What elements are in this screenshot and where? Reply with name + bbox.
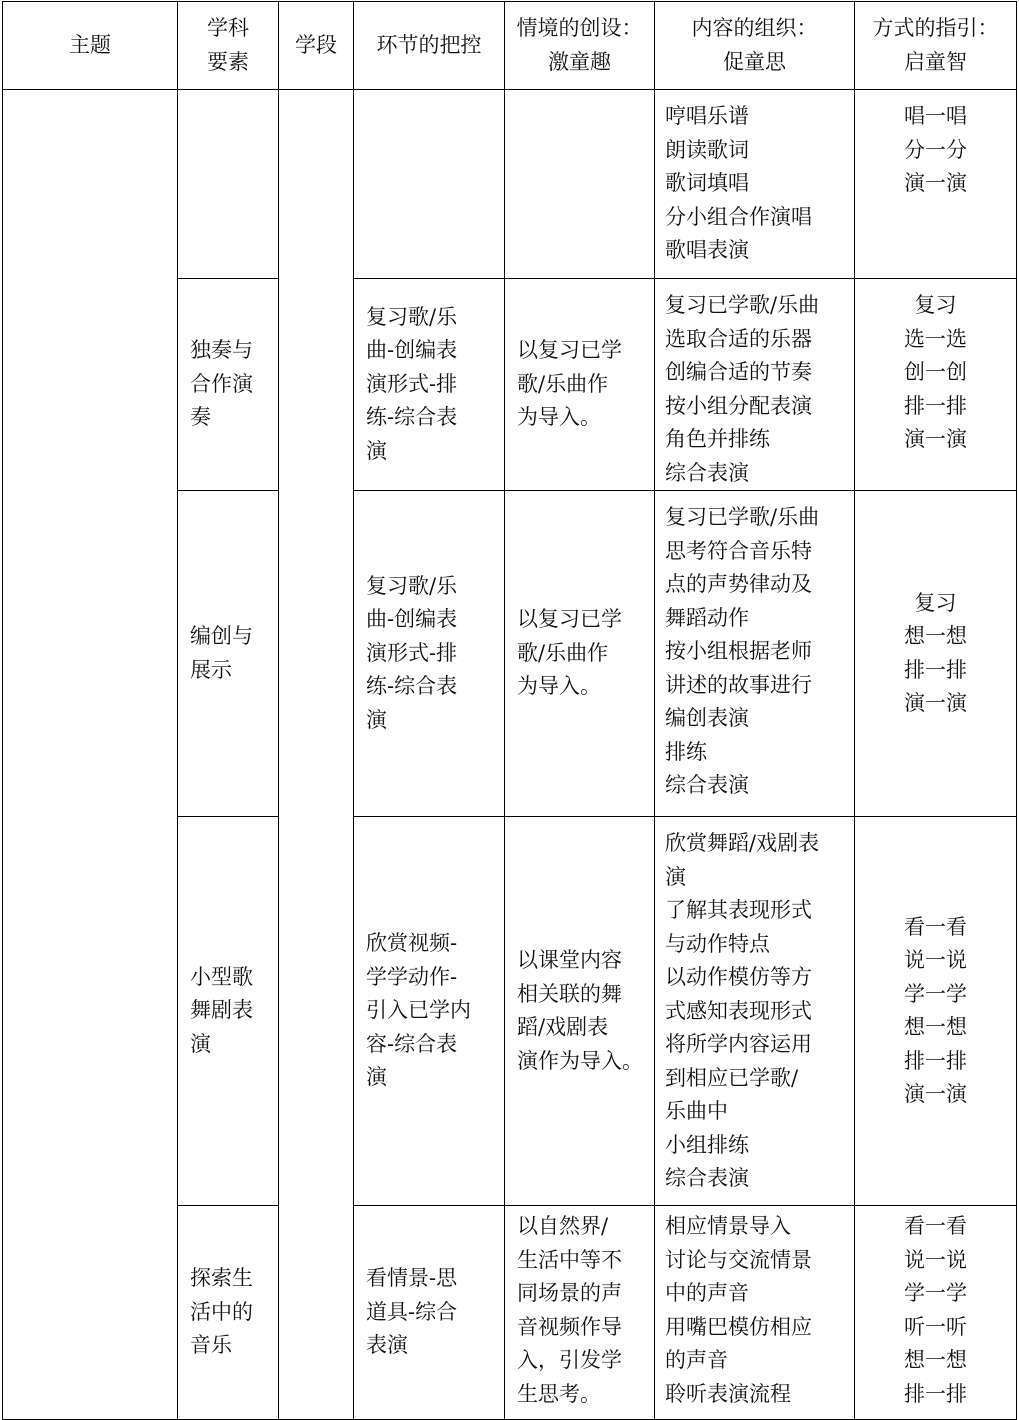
subject-element-cell: 探索生 活中的 音乐 — [178, 1206, 279, 1420]
subject-element-cell: 小型歌 舞剧表 演 — [178, 817, 279, 1206]
step-control-cell: 复习歌/乐 曲-创编表 演形式-排 练-综合表 演 — [354, 491, 505, 817]
header-subject-element: 学科 要素 — [178, 2, 279, 90]
method-cell: 看一看 说一说 学一学 听一听 想一想 排一排 — [855, 1206, 1017, 1420]
subject-element-cell — [178, 90, 279, 279]
step-control-cell: 复习歌/乐 曲-创编表 演形式-排 练-综合表 演 — [354, 279, 505, 491]
content-cell: 复习已学歌/乐曲 选取合适的乐器 创编合适的节奏 按小组分配表演 角色并排练 综合表演 — [655, 279, 855, 491]
method-cell: 看一看 说一说 学一学 想一想 排一排 演一演 — [855, 817, 1017, 1206]
step-control-cell: 看情景-思 道具-综合 表演 — [354, 1206, 505, 1420]
content-cell: 复习已学歌/乐曲 思考符合音乐特 点的声势律动及 舞蹈动作 按小组根据老师 讲述的故事进行 编创表演 排练 综合表演 — [655, 491, 855, 817]
method-cell: 唱一唱 分一分 演一演 — [855, 90, 1017, 279]
context-cell: 以复习已学 歌/乐曲作 为导入。 — [505, 491, 655, 817]
subject-element-cell: 编创与 展示 — [178, 491, 279, 817]
context-cell: 以复习已学 歌/乐曲作 为导入。 — [505, 279, 655, 491]
method-cell: 复习 想一想 排一排 演一演 — [855, 491, 1017, 817]
context-cell — [505, 90, 655, 279]
table-row — [3, 90, 1017, 279]
header-theme: 主题 — [3, 2, 178, 90]
header-context: 情境的创设： 激童趣 — [505, 2, 655, 90]
method-cell: 复习 选一选 创一创 排一排 演一演 — [855, 279, 1017, 491]
theme-cell — [3, 90, 178, 1420]
context-cell: 以课堂内容 相关联的舞 蹈/戏剧表 演作为导入。 — [505, 817, 655, 1206]
header-content: 内容的组织： 促童思 — [655, 2, 855, 90]
content-cell: 欣赏舞蹈/戏剧表 演 了解其表现形式 与动作特点 以动作模仿等方 式感知表现形式 将所学内容运用 到相应已学歌/ 乐曲中 小组排练 综合表演 — [655, 817, 855, 1206]
content-cell: 哼唱乐谱 朗读歌词 歌词填唱 分小组合作演唱 歌唱表演 — [655, 90, 855, 279]
context-cell: 以自然界/ 生活中等不 同场景的声 音视频作导 入，引发学 生思考。 — [505, 1206, 655, 1420]
header-method: 方式的指引： 启童智 — [855, 2, 1017, 90]
grade-stage-cell — [279, 90, 354, 1420]
step-control-cell — [354, 90, 505, 279]
step-control-cell: 欣赏视频- 学学动作- 引入已学内 容-综合表 演 — [354, 817, 505, 1206]
content-cell: 相应情景导入 讨论与交流情景 中的声音 用嘴巴模仿相应 的声音 聆听表演流程 — [655, 1206, 855, 1420]
header-step-control: 环节的把控 — [354, 2, 505, 90]
header-stage: 学段 — [279, 2, 354, 90]
table-header-row — [3, 2, 1017, 90]
subject-element-cell: 独奏与 合作演 奏 — [178, 279, 279, 491]
lesson-design-table — [2, 1, 1017, 1420]
